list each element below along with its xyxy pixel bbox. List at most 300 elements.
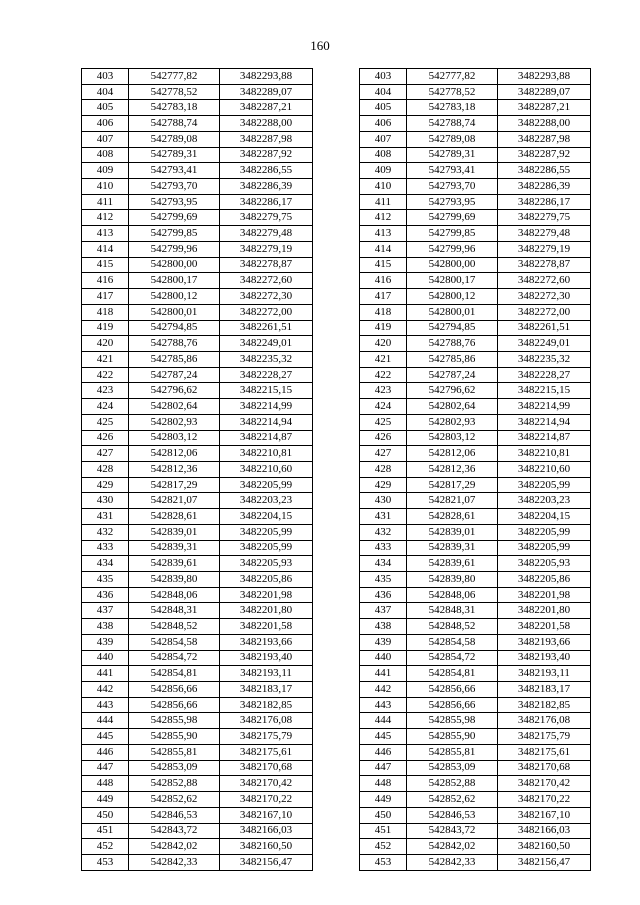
column-gap xyxy=(313,241,360,257)
right-point-number-cell: 429 xyxy=(360,477,407,493)
right-x-coordinate-cell: 542821,07 xyxy=(407,493,498,509)
left-x-coordinate-cell: 542800,12 xyxy=(129,289,220,305)
left-point-number-cell: 424 xyxy=(82,399,129,415)
right-point-number-cell: 430 xyxy=(360,493,407,509)
right-y-coordinate-cell: 3482287,98 xyxy=(498,131,591,147)
right-x-coordinate-cell: 542789,08 xyxy=(407,131,498,147)
left-y-coordinate-cell: 3482228,27 xyxy=(220,367,313,383)
column-gap xyxy=(313,100,360,116)
right-point-number-cell: 412 xyxy=(360,210,407,226)
right-x-coordinate-cell: 542802,93 xyxy=(407,414,498,430)
right-point-number-cell: 440 xyxy=(360,650,407,666)
left-y-coordinate-cell: 3482182,85 xyxy=(220,697,313,713)
right-y-coordinate-cell: 3482210,60 xyxy=(498,461,591,477)
left-x-coordinate-cell: 542789,08 xyxy=(129,131,220,147)
left-point-number-cell: 416 xyxy=(82,273,129,289)
left-y-coordinate-cell: 3482288,00 xyxy=(220,116,313,132)
left-x-coordinate-cell: 542848,52 xyxy=(129,619,220,635)
column-gap xyxy=(313,729,360,745)
left-x-coordinate-cell: 542821,07 xyxy=(129,493,220,509)
right-point-number-cell: 408 xyxy=(360,147,407,163)
right-x-coordinate-cell: 542846,53 xyxy=(407,807,498,823)
left-x-coordinate-cell: 542839,80 xyxy=(129,572,220,588)
left-y-coordinate-cell: 3482176,08 xyxy=(220,713,313,729)
right-x-coordinate-cell: 542793,95 xyxy=(407,194,498,210)
left-point-number-cell: 432 xyxy=(82,524,129,540)
table-row xyxy=(82,336,591,352)
right-y-coordinate-cell: 3482170,22 xyxy=(498,792,591,808)
left-point-number-cell: 407 xyxy=(82,131,129,147)
right-y-coordinate-cell: 3482214,94 xyxy=(498,414,591,430)
left-point-number-cell: 428 xyxy=(82,461,129,477)
column-gap xyxy=(313,760,360,776)
left-point-number-cell: 444 xyxy=(82,713,129,729)
column-gap xyxy=(313,289,360,305)
left-x-coordinate-cell: 542793,41 xyxy=(129,163,220,179)
right-point-number-cell: 439 xyxy=(360,634,407,650)
column-gap xyxy=(313,634,360,650)
right-point-number-cell: 446 xyxy=(360,744,407,760)
left-y-coordinate-cell: 3482279,75 xyxy=(220,210,313,226)
table-row xyxy=(82,744,591,760)
left-x-coordinate-cell: 542812,36 xyxy=(129,461,220,477)
left-y-coordinate-cell: 3482170,68 xyxy=(220,760,313,776)
left-y-coordinate-cell: 3482205,86 xyxy=(220,572,313,588)
column-gap xyxy=(313,854,360,870)
left-y-coordinate-cell: 3482286,39 xyxy=(220,179,313,195)
left-y-coordinate-cell: 3482205,99 xyxy=(220,477,313,493)
right-point-number-cell: 420 xyxy=(360,336,407,352)
right-x-coordinate-cell: 542785,86 xyxy=(407,351,498,367)
table-row xyxy=(82,540,591,556)
left-y-coordinate-cell: 3482170,22 xyxy=(220,792,313,808)
right-point-number-cell: 438 xyxy=(360,619,407,635)
right-x-coordinate-cell: 542796,62 xyxy=(407,383,498,399)
column-gap xyxy=(313,320,360,336)
left-x-coordinate-cell: 542803,12 xyxy=(129,430,220,446)
right-x-coordinate-cell: 542799,69 xyxy=(407,210,498,226)
left-y-coordinate-cell: 3482156,47 xyxy=(220,854,313,870)
right-y-coordinate-cell: 3482272,30 xyxy=(498,289,591,305)
right-x-coordinate-cell: 542794,85 xyxy=(407,320,498,336)
table-row xyxy=(82,257,591,273)
column-gap xyxy=(313,383,360,399)
right-x-coordinate-cell: 542853,09 xyxy=(407,760,498,776)
left-point-number-cell: 441 xyxy=(82,666,129,682)
left-point-number-cell: 449 xyxy=(82,792,129,808)
right-x-coordinate-cell: 542793,70 xyxy=(407,179,498,195)
left-point-number-cell: 446 xyxy=(82,744,129,760)
left-x-coordinate-cell: 542843,72 xyxy=(129,823,220,839)
table-row xyxy=(82,839,591,855)
right-y-coordinate-cell: 3482201,58 xyxy=(498,619,591,635)
left-x-coordinate-cell: 542777,82 xyxy=(129,69,220,85)
table-row xyxy=(82,430,591,446)
column-gap xyxy=(313,147,360,163)
column-gap xyxy=(313,493,360,509)
left-x-coordinate-cell: 542828,61 xyxy=(129,509,220,525)
column-gap xyxy=(313,603,360,619)
right-point-number-cell: 415 xyxy=(360,257,407,273)
left-point-number-cell: 406 xyxy=(82,116,129,132)
right-point-number-cell: 431 xyxy=(360,509,407,525)
table-row xyxy=(82,131,591,147)
left-y-coordinate-cell: 3482235,32 xyxy=(220,351,313,367)
right-point-number-cell: 445 xyxy=(360,729,407,745)
left-point-number-cell: 452 xyxy=(82,839,129,855)
column-gap xyxy=(313,839,360,855)
right-y-coordinate-cell: 3482278,87 xyxy=(498,257,591,273)
left-y-coordinate-cell: 3482183,17 xyxy=(220,682,313,698)
left-y-coordinate-cell: 3482201,80 xyxy=(220,603,313,619)
right-x-coordinate-cell: 542800,01 xyxy=(407,304,498,320)
left-point-number-cell: 414 xyxy=(82,241,129,257)
left-point-number-cell: 438 xyxy=(82,619,129,635)
left-point-number-cell: 405 xyxy=(82,100,129,116)
table-row xyxy=(82,729,591,745)
column-gap xyxy=(313,650,360,666)
left-y-coordinate-cell: 3482193,11 xyxy=(220,666,313,682)
table-row xyxy=(82,807,591,823)
right-point-number-cell: 453 xyxy=(360,854,407,870)
right-point-number-cell: 405 xyxy=(360,100,407,116)
column-gap xyxy=(313,477,360,493)
right-point-number-cell: 423 xyxy=(360,383,407,399)
left-x-coordinate-cell: 542855,98 xyxy=(129,713,220,729)
left-point-number-cell: 450 xyxy=(82,807,129,823)
column-gap xyxy=(313,367,360,383)
column-gap xyxy=(313,572,360,588)
left-x-coordinate-cell: 542839,01 xyxy=(129,524,220,540)
left-y-coordinate-cell: 3482205,99 xyxy=(220,524,313,540)
left-y-coordinate-cell: 3482160,50 xyxy=(220,839,313,855)
right-y-coordinate-cell: 3482293,88 xyxy=(498,69,591,85)
right-y-coordinate-cell: 3482286,39 xyxy=(498,179,591,195)
right-x-coordinate-cell: 542839,01 xyxy=(407,524,498,540)
left-y-coordinate-cell: 3482210,60 xyxy=(220,461,313,477)
right-point-number-cell: 422 xyxy=(360,367,407,383)
right-y-coordinate-cell: 3482214,99 xyxy=(498,399,591,415)
column-gap xyxy=(313,807,360,823)
left-point-number-cell: 451 xyxy=(82,823,129,839)
left-point-number-cell: 434 xyxy=(82,556,129,572)
left-y-coordinate-cell: 3482193,40 xyxy=(220,650,313,666)
left-x-coordinate-cell: 542854,72 xyxy=(129,650,220,666)
right-y-coordinate-cell: 3482183,17 xyxy=(498,682,591,698)
column-gap xyxy=(313,823,360,839)
table-row xyxy=(82,320,591,336)
right-y-coordinate-cell: 3482176,08 xyxy=(498,713,591,729)
right-x-coordinate-cell: 542852,62 xyxy=(407,792,498,808)
column-gap xyxy=(313,524,360,540)
left-y-coordinate-cell: 3482272,60 xyxy=(220,273,313,289)
left-point-number-cell: 433 xyxy=(82,540,129,556)
right-x-coordinate-cell: 542843,72 xyxy=(407,823,498,839)
left-point-number-cell: 409 xyxy=(82,163,129,179)
right-x-coordinate-cell: 542789,31 xyxy=(407,147,498,163)
right-x-coordinate-cell: 542802,64 xyxy=(407,399,498,415)
left-x-coordinate-cell: 542785,86 xyxy=(129,351,220,367)
left-point-number-cell: 442 xyxy=(82,682,129,698)
right-point-number-cell: 448 xyxy=(360,776,407,792)
right-point-number-cell: 414 xyxy=(360,241,407,257)
table-row xyxy=(82,210,591,226)
left-y-coordinate-cell: 3482249,01 xyxy=(220,336,313,352)
left-y-coordinate-cell: 3482204,15 xyxy=(220,509,313,525)
left-y-coordinate-cell: 3482203,23 xyxy=(220,493,313,509)
right-point-number-cell: 427 xyxy=(360,446,407,462)
coordinates-table xyxy=(81,68,591,871)
left-x-coordinate-cell: 542812,06 xyxy=(129,446,220,462)
column-gap xyxy=(313,304,360,320)
left-x-coordinate-cell: 542855,90 xyxy=(129,729,220,745)
right-y-coordinate-cell: 3482205,99 xyxy=(498,540,591,556)
right-point-number-cell: 409 xyxy=(360,163,407,179)
right-y-coordinate-cell: 3482201,98 xyxy=(498,587,591,603)
right-point-number-cell: 416 xyxy=(360,273,407,289)
right-point-number-cell: 432 xyxy=(360,524,407,540)
column-gap xyxy=(313,414,360,430)
left-point-number-cell: 403 xyxy=(82,69,129,85)
right-x-coordinate-cell: 542800,17 xyxy=(407,273,498,289)
right-point-number-cell: 451 xyxy=(360,823,407,839)
table-row xyxy=(82,823,591,839)
left-x-coordinate-cell: 542800,00 xyxy=(129,257,220,273)
left-point-number-cell: 453 xyxy=(82,854,129,870)
left-y-coordinate-cell: 3482201,98 xyxy=(220,587,313,603)
column-gap xyxy=(313,226,360,242)
right-y-coordinate-cell: 3482160,50 xyxy=(498,839,591,855)
right-y-coordinate-cell: 3482279,75 xyxy=(498,210,591,226)
left-x-coordinate-cell: 542802,93 xyxy=(129,414,220,430)
left-point-number-cell: 412 xyxy=(82,210,129,226)
table-row xyxy=(82,682,591,698)
right-y-coordinate-cell: 3482235,32 xyxy=(498,351,591,367)
right-y-coordinate-cell: 3482193,40 xyxy=(498,650,591,666)
left-y-coordinate-cell: 3482279,19 xyxy=(220,241,313,257)
left-x-coordinate-cell: 542799,69 xyxy=(129,210,220,226)
left-y-coordinate-cell: 3482287,98 xyxy=(220,131,313,147)
column-gap xyxy=(313,446,360,462)
right-y-coordinate-cell: 3482156,47 xyxy=(498,854,591,870)
column-gap xyxy=(313,430,360,446)
left-y-coordinate-cell: 3482205,93 xyxy=(220,556,313,572)
left-y-coordinate-cell: 3482167,10 xyxy=(220,807,313,823)
right-y-coordinate-cell: 3482182,85 xyxy=(498,697,591,713)
right-x-coordinate-cell: 542855,81 xyxy=(407,744,498,760)
left-y-coordinate-cell: 3482286,17 xyxy=(220,194,313,210)
right-point-number-cell: 444 xyxy=(360,713,407,729)
right-point-number-cell: 404 xyxy=(360,84,407,100)
column-gap xyxy=(313,194,360,210)
left-y-coordinate-cell: 3482272,00 xyxy=(220,304,313,320)
right-x-coordinate-cell: 542793,41 xyxy=(407,163,498,179)
left-point-number-cell: 410 xyxy=(82,179,129,195)
column-gap xyxy=(313,540,360,556)
left-x-coordinate-cell: 542854,58 xyxy=(129,634,220,650)
right-y-coordinate-cell: 3482279,19 xyxy=(498,241,591,257)
right-y-coordinate-cell: 3482170,68 xyxy=(498,760,591,776)
left-point-number-cell: 418 xyxy=(82,304,129,320)
table-row xyxy=(82,367,591,383)
left-x-coordinate-cell: 542778,52 xyxy=(129,84,220,100)
left-x-coordinate-cell: 542788,76 xyxy=(129,336,220,352)
column-gap xyxy=(313,131,360,147)
right-y-coordinate-cell: 3482170,42 xyxy=(498,776,591,792)
table-row xyxy=(82,792,591,808)
right-point-number-cell: 428 xyxy=(360,461,407,477)
left-x-coordinate-cell: 542799,96 xyxy=(129,241,220,257)
left-x-coordinate-cell: 542787,24 xyxy=(129,367,220,383)
right-x-coordinate-cell: 542854,58 xyxy=(407,634,498,650)
table-row xyxy=(82,776,591,792)
right-y-coordinate-cell: 3482205,99 xyxy=(498,524,591,540)
right-y-coordinate-cell: 3482175,79 xyxy=(498,729,591,745)
left-x-coordinate-cell: 542842,02 xyxy=(129,839,220,855)
right-x-coordinate-cell: 542848,06 xyxy=(407,587,498,603)
left-x-coordinate-cell: 542848,06 xyxy=(129,587,220,603)
right-point-number-cell: 447 xyxy=(360,760,407,776)
left-y-coordinate-cell: 3482287,21 xyxy=(220,100,313,116)
right-point-number-cell: 421 xyxy=(360,351,407,367)
table-row xyxy=(82,666,591,682)
left-y-coordinate-cell: 3482272,30 xyxy=(220,289,313,305)
table-row xyxy=(82,194,591,210)
left-x-coordinate-cell: 542855,81 xyxy=(129,744,220,760)
left-point-number-cell: 426 xyxy=(82,430,129,446)
right-point-number-cell: 443 xyxy=(360,697,407,713)
left-x-coordinate-cell: 542853,09 xyxy=(129,760,220,776)
table-row xyxy=(82,241,591,257)
right-x-coordinate-cell: 542800,00 xyxy=(407,257,498,273)
right-y-coordinate-cell: 3482289,07 xyxy=(498,84,591,100)
table-row xyxy=(82,477,591,493)
right-x-coordinate-cell: 542855,90 xyxy=(407,729,498,745)
left-y-coordinate-cell: 3482287,92 xyxy=(220,147,313,163)
table-row xyxy=(82,100,591,116)
left-y-coordinate-cell: 3482261,51 xyxy=(220,320,313,336)
left-x-coordinate-cell: 542793,70 xyxy=(129,179,220,195)
left-x-coordinate-cell: 542789,31 xyxy=(129,147,220,163)
left-x-coordinate-cell: 542856,66 xyxy=(129,682,220,698)
right-x-coordinate-cell: 542799,96 xyxy=(407,241,498,257)
column-gap xyxy=(313,351,360,367)
left-x-coordinate-cell: 542793,95 xyxy=(129,194,220,210)
table-row xyxy=(82,414,591,430)
right-x-coordinate-cell: 542856,66 xyxy=(407,682,498,698)
column-gap xyxy=(313,210,360,226)
left-point-number-cell: 420 xyxy=(82,336,129,352)
left-point-number-cell: 421 xyxy=(82,351,129,367)
table-row xyxy=(82,116,591,132)
left-y-coordinate-cell: 3482201,58 xyxy=(220,619,313,635)
table-row xyxy=(82,147,591,163)
table-row xyxy=(82,84,591,100)
table-row xyxy=(82,634,591,650)
right-y-coordinate-cell: 3482249,01 xyxy=(498,336,591,352)
right-x-coordinate-cell: 542788,74 xyxy=(407,116,498,132)
left-x-coordinate-cell: 542817,29 xyxy=(129,477,220,493)
column-gap xyxy=(313,116,360,132)
column-gap xyxy=(313,273,360,289)
table-row xyxy=(82,304,591,320)
right-point-number-cell: 418 xyxy=(360,304,407,320)
right-y-coordinate-cell: 3482261,51 xyxy=(498,320,591,336)
left-point-number-cell: 437 xyxy=(82,603,129,619)
left-y-coordinate-cell: 3482214,94 xyxy=(220,414,313,430)
left-x-coordinate-cell: 542852,88 xyxy=(129,776,220,792)
left-x-coordinate-cell: 542846,53 xyxy=(129,807,220,823)
right-point-number-cell: 434 xyxy=(360,556,407,572)
left-point-number-cell: 439 xyxy=(82,634,129,650)
right-point-number-cell: 425 xyxy=(360,414,407,430)
left-y-coordinate-cell: 3482278,87 xyxy=(220,257,313,273)
table-row xyxy=(82,383,591,399)
table-row xyxy=(82,351,591,367)
left-y-coordinate-cell: 3482205,99 xyxy=(220,540,313,556)
right-y-coordinate-cell: 3482210,81 xyxy=(498,446,591,462)
right-point-number-cell: 436 xyxy=(360,587,407,603)
left-y-coordinate-cell: 3482214,99 xyxy=(220,399,313,415)
right-y-coordinate-cell: 3482286,17 xyxy=(498,194,591,210)
right-point-number-cell: 406 xyxy=(360,116,407,132)
right-y-coordinate-cell: 3482287,21 xyxy=(498,100,591,116)
left-point-number-cell: 429 xyxy=(82,477,129,493)
page-number: 160 xyxy=(310,38,330,53)
table-row xyxy=(82,179,591,195)
right-x-coordinate-cell: 542783,18 xyxy=(407,100,498,116)
column-gap xyxy=(313,587,360,603)
table-row xyxy=(82,399,591,415)
column-gap xyxy=(313,713,360,729)
column-gap xyxy=(313,509,360,525)
right-y-coordinate-cell: 3482287,92 xyxy=(498,147,591,163)
right-y-coordinate-cell: 3482167,10 xyxy=(498,807,591,823)
table-row xyxy=(82,524,591,540)
table-row xyxy=(82,713,591,729)
left-point-number-cell: 404 xyxy=(82,84,129,100)
right-x-coordinate-cell: 542852,88 xyxy=(407,776,498,792)
column-gap xyxy=(313,84,360,100)
table-row xyxy=(82,509,591,525)
right-point-number-cell: 450 xyxy=(360,807,407,823)
left-y-coordinate-cell: 3482293,88 xyxy=(220,69,313,85)
left-point-number-cell: 419 xyxy=(82,320,129,336)
left-point-number-cell: 445 xyxy=(82,729,129,745)
right-x-coordinate-cell: 542855,98 xyxy=(407,713,498,729)
right-point-number-cell: 411 xyxy=(360,194,407,210)
right-x-coordinate-cell: 542803,12 xyxy=(407,430,498,446)
table-row xyxy=(82,697,591,713)
right-y-coordinate-cell: 3482204,15 xyxy=(498,509,591,525)
left-y-coordinate-cell: 3482286,55 xyxy=(220,163,313,179)
left-y-coordinate-cell: 3482279,48 xyxy=(220,226,313,242)
right-x-coordinate-cell: 542839,80 xyxy=(407,572,498,588)
left-y-coordinate-cell: 3482175,79 xyxy=(220,729,313,745)
table-row xyxy=(82,619,591,635)
column-gap xyxy=(313,697,360,713)
left-x-coordinate-cell: 542788,74 xyxy=(129,116,220,132)
column-gap xyxy=(313,556,360,572)
column-gap xyxy=(313,336,360,352)
right-y-coordinate-cell: 3482279,48 xyxy=(498,226,591,242)
left-point-number-cell: 411 xyxy=(82,194,129,210)
left-x-coordinate-cell: 542856,66 xyxy=(129,697,220,713)
right-x-coordinate-cell: 542839,61 xyxy=(407,556,498,572)
right-y-coordinate-cell: 3482228,27 xyxy=(498,367,591,383)
left-point-number-cell: 423 xyxy=(82,383,129,399)
left-point-number-cell: 430 xyxy=(82,493,129,509)
